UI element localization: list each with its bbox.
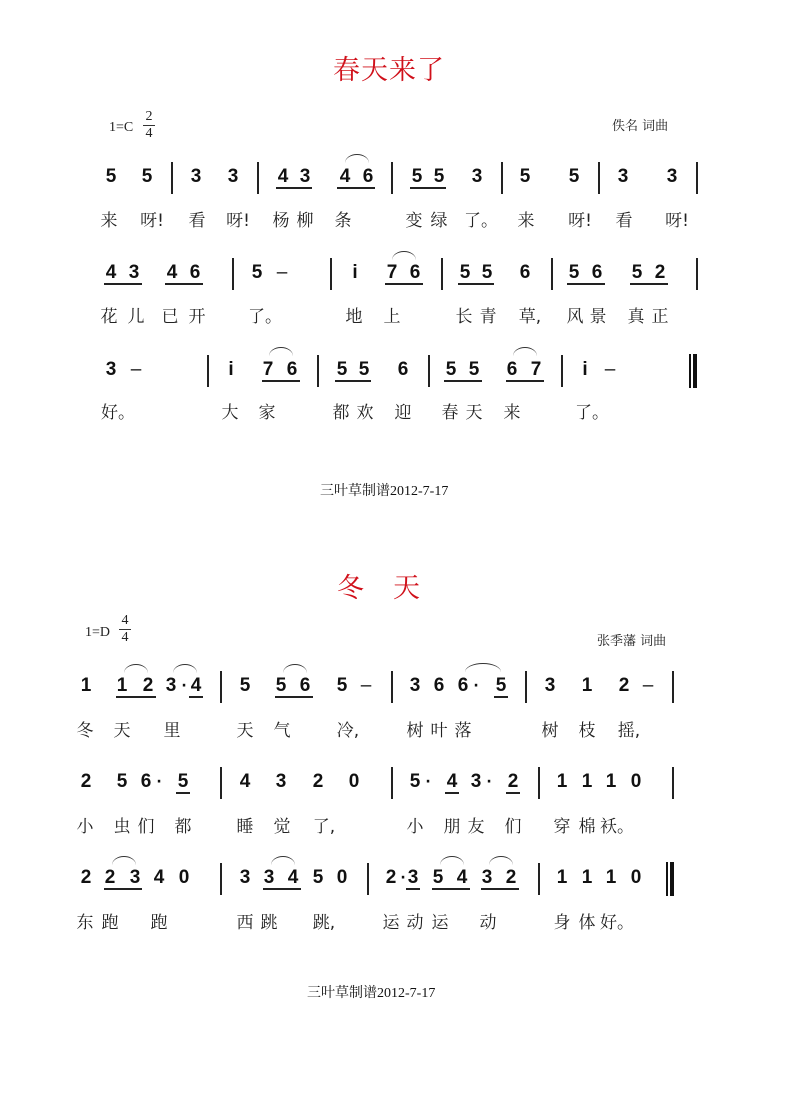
lyric: 袄。 bbox=[600, 817, 634, 837]
lyric: 运 bbox=[382, 913, 400, 933]
note: 3 bbox=[666, 166, 678, 187]
note: 3 bbox=[471, 166, 483, 187]
barline bbox=[220, 671, 222, 703]
note: 6 bbox=[433, 675, 445, 696]
song1-title: 春天来了 bbox=[333, 55, 445, 86]
note: 5 bbox=[358, 359, 370, 380]
note: 2 bbox=[80, 771, 92, 792]
note: 4 bbox=[105, 262, 117, 283]
underline bbox=[335, 380, 371, 382]
underline bbox=[458, 283, 494, 285]
lyric: 来 bbox=[100, 211, 118, 231]
note: 4 bbox=[287, 867, 299, 888]
tie-arc bbox=[345, 154, 369, 163]
lyric: 地 bbox=[345, 307, 363, 327]
note: 1 bbox=[605, 771, 617, 792]
song2-title: 冬 天 bbox=[337, 573, 421, 604]
lyric: 正 bbox=[651, 307, 669, 327]
note: 2 bbox=[385, 867, 397, 888]
note: 5 bbox=[105, 166, 117, 187]
note: 5 bbox=[239, 675, 251, 696]
lyric: 已 bbox=[161, 307, 179, 327]
barline bbox=[441, 258, 443, 290]
lyric: 来 bbox=[503, 403, 521, 423]
note: 6 bbox=[506, 359, 518, 380]
lyric: 小 bbox=[406, 817, 424, 837]
barline bbox=[561, 355, 563, 387]
note: 6 bbox=[519, 262, 531, 283]
lyric: 开 bbox=[188, 307, 206, 327]
lyric: 虫 bbox=[113, 817, 131, 837]
barline bbox=[551, 258, 553, 290]
note: 1 bbox=[581, 867, 593, 888]
note: 4 bbox=[446, 771, 458, 792]
note: 0 bbox=[630, 771, 642, 792]
note: 3 bbox=[407, 867, 419, 888]
note: 6 bbox=[591, 262, 603, 283]
lyric: 景 bbox=[589, 307, 607, 327]
underline bbox=[432, 888, 470, 890]
tie-arc bbox=[440, 856, 464, 865]
lyric: 们 bbox=[137, 817, 155, 837]
note: 6 bbox=[189, 262, 201, 283]
note: 3 bbox=[129, 867, 141, 888]
note: i bbox=[228, 359, 234, 380]
note: 3 bbox=[227, 166, 239, 187]
lyric: 长 bbox=[455, 307, 473, 327]
lyric: 睡 bbox=[236, 817, 254, 837]
note: 2 bbox=[507, 771, 519, 792]
note: 3 bbox=[275, 771, 287, 792]
barline bbox=[696, 162, 698, 194]
lyric: 春 bbox=[441, 403, 459, 423]
note: 3 bbox=[239, 867, 251, 888]
note: 5 bbox=[409, 771, 421, 792]
lyric: 草, bbox=[518, 307, 542, 327]
dot: · bbox=[473, 678, 479, 694]
note: – bbox=[604, 359, 616, 380]
song1-author: 佚名 词曲 bbox=[612, 119, 669, 134]
underline bbox=[275, 696, 313, 698]
note: 5 bbox=[631, 262, 643, 283]
lyric: 身 bbox=[553, 913, 571, 933]
lyric: 绿 bbox=[430, 211, 448, 231]
note: 3 bbox=[470, 771, 482, 792]
dot: · bbox=[400, 870, 406, 886]
tie-arc bbox=[173, 664, 197, 673]
barline bbox=[538, 767, 540, 799]
lyric: 了。 bbox=[464, 211, 498, 231]
tie-arc bbox=[392, 251, 416, 260]
lyric: 儿 bbox=[127, 307, 145, 327]
lyric: 西 bbox=[236, 913, 254, 933]
time-bottom: 4 bbox=[145, 126, 153, 141]
lyric: 们 bbox=[504, 817, 522, 837]
lyric: 了。 bbox=[248, 307, 282, 327]
lyric: 动 bbox=[406, 913, 424, 933]
barline bbox=[257, 162, 259, 194]
lyric: 大 bbox=[221, 403, 239, 423]
tie-arc bbox=[124, 664, 148, 673]
barline bbox=[330, 258, 332, 290]
underline bbox=[116, 696, 156, 698]
barline bbox=[501, 162, 503, 194]
lyric: 家 bbox=[258, 403, 276, 423]
note: 0 bbox=[348, 771, 360, 792]
barline bbox=[220, 767, 222, 799]
note: 7 bbox=[386, 262, 398, 283]
barline bbox=[391, 671, 393, 703]
lyric: 呀! bbox=[568, 211, 592, 231]
note: 1 bbox=[556, 771, 568, 792]
underline bbox=[444, 380, 482, 382]
lyric: 落 bbox=[454, 721, 472, 741]
underline bbox=[506, 792, 520, 794]
tie-arc bbox=[112, 856, 136, 865]
note: 2 bbox=[654, 262, 666, 283]
note: 4 bbox=[166, 262, 178, 283]
lyric: 跳 bbox=[260, 913, 278, 933]
underline bbox=[445, 792, 459, 794]
underline bbox=[406, 888, 420, 890]
note: 0 bbox=[336, 867, 348, 888]
lyric: 树 bbox=[541, 721, 559, 741]
note: 0 bbox=[630, 867, 642, 888]
lyric: 上 bbox=[383, 307, 401, 327]
note: 3 bbox=[105, 359, 117, 380]
note: 5 bbox=[177, 771, 189, 792]
dot: · bbox=[425, 774, 431, 790]
time-top: 2 bbox=[145, 109, 153, 124]
song1-time-signature bbox=[143, 110, 155, 141]
note: 5 bbox=[116, 771, 128, 792]
underline bbox=[276, 187, 312, 189]
song2-time-signature bbox=[119, 614, 131, 645]
lyric: 变 bbox=[405, 211, 423, 231]
note: 5 bbox=[336, 675, 348, 696]
final-barline-thick bbox=[670, 862, 674, 896]
lyric: 叶 bbox=[430, 721, 448, 741]
lyric: 呀! bbox=[140, 211, 164, 231]
note: 6 bbox=[409, 262, 421, 283]
lyric: 杨 bbox=[272, 211, 290, 231]
dot: · bbox=[181, 678, 187, 694]
note: i bbox=[582, 359, 588, 380]
note: 2 bbox=[505, 867, 517, 888]
lyric: 朋 bbox=[443, 817, 461, 837]
time-bottom: 4 bbox=[121, 630, 129, 645]
lyric: 呀! bbox=[665, 211, 689, 231]
lyric: 天 bbox=[236, 721, 254, 741]
underline bbox=[385, 283, 423, 285]
lyric: 青 bbox=[479, 307, 497, 327]
note: 5 bbox=[141, 166, 153, 187]
lyric: 体 bbox=[578, 913, 596, 933]
note: 5 bbox=[411, 166, 423, 187]
lyric: 跳, bbox=[312, 913, 336, 933]
lyric: 运 bbox=[431, 913, 449, 933]
song2-footer: 三叶草制谱2012-7-17 bbox=[307, 986, 436, 1001]
tie-arc bbox=[283, 664, 307, 673]
barline bbox=[207, 355, 209, 387]
lyric: 条 bbox=[334, 211, 352, 231]
lyric: 树 bbox=[406, 721, 424, 741]
note: 1 bbox=[581, 675, 593, 696]
note: 3 bbox=[190, 166, 202, 187]
tie-arc bbox=[513, 347, 537, 356]
underline bbox=[176, 792, 190, 794]
barline bbox=[538, 863, 540, 895]
note: 2 bbox=[142, 675, 154, 696]
underline bbox=[165, 283, 203, 285]
barline bbox=[672, 767, 674, 799]
tie-arc bbox=[269, 347, 293, 356]
note: 3 bbox=[409, 675, 421, 696]
lyric: 都 bbox=[332, 403, 350, 423]
lyric: 好。 bbox=[600, 913, 634, 933]
note: 5 bbox=[459, 262, 471, 283]
final-barline-thin bbox=[689, 354, 691, 388]
underline bbox=[630, 283, 668, 285]
note: 6 bbox=[362, 166, 374, 187]
barline bbox=[391, 767, 393, 799]
note: 4 bbox=[153, 867, 165, 888]
song1-footer: 三叶草制谱2012-7-17 bbox=[320, 484, 449, 499]
lyric: 冬 bbox=[76, 721, 94, 741]
song1-key: 1=C bbox=[109, 120, 134, 135]
lyric: 看 bbox=[188, 211, 206, 231]
tie-arc bbox=[271, 856, 295, 865]
note: 7 bbox=[262, 359, 274, 380]
note: 5 bbox=[275, 675, 287, 696]
note: 4 bbox=[239, 771, 251, 792]
lyric: 穿 bbox=[553, 817, 571, 837]
note: 3 bbox=[299, 166, 311, 187]
lyric: 友 bbox=[467, 817, 485, 837]
lyric: 了。 bbox=[575, 403, 609, 423]
lyric: 棉 bbox=[578, 817, 596, 837]
note: – bbox=[130, 359, 142, 380]
note: 6 bbox=[397, 359, 409, 380]
barline bbox=[525, 671, 527, 703]
note: 5 bbox=[519, 166, 531, 187]
lyric: 东 bbox=[76, 913, 94, 933]
lyric: 看 bbox=[615, 211, 633, 231]
note: 1 bbox=[80, 675, 92, 696]
note: 5 bbox=[445, 359, 457, 380]
underline bbox=[189, 696, 203, 698]
tie-arc bbox=[465, 663, 501, 672]
note: 3 bbox=[263, 867, 275, 888]
lyric: 气 bbox=[273, 721, 291, 741]
barline bbox=[696, 258, 698, 290]
note: 1 bbox=[556, 867, 568, 888]
lyric: 觉 bbox=[273, 817, 291, 837]
note: 4 bbox=[456, 867, 468, 888]
underline bbox=[494, 696, 508, 698]
note: 1 bbox=[581, 771, 593, 792]
note: 5 bbox=[251, 262, 263, 283]
dot: · bbox=[486, 774, 492, 790]
dot: · bbox=[156, 774, 162, 790]
lyric: 跑 bbox=[150, 913, 168, 933]
underline bbox=[567, 283, 605, 285]
lyric: 迎 bbox=[394, 403, 412, 423]
barline bbox=[598, 162, 600, 194]
lyric: 好。 bbox=[101, 403, 135, 423]
note: – bbox=[276, 262, 288, 283]
note: 3 bbox=[544, 675, 556, 696]
underline bbox=[481, 888, 519, 890]
lyric: 都 bbox=[174, 817, 192, 837]
barline bbox=[428, 355, 430, 387]
note: 5 bbox=[481, 262, 493, 283]
note: 5 bbox=[312, 867, 324, 888]
note: 5 bbox=[568, 262, 580, 283]
time-top: 4 bbox=[121, 613, 129, 628]
lyric: 来 bbox=[517, 211, 535, 231]
lyric: 天 bbox=[113, 721, 131, 741]
underline bbox=[506, 380, 544, 382]
lyric: 呀! bbox=[226, 211, 250, 231]
underline bbox=[104, 888, 142, 890]
underline bbox=[410, 187, 446, 189]
lyric: 里 bbox=[163, 721, 181, 741]
lyric: 了, bbox=[312, 817, 336, 837]
note: 7 bbox=[530, 359, 542, 380]
song2-key: 1=D bbox=[85, 625, 111, 640]
barline bbox=[367, 863, 369, 895]
lyric: 小 bbox=[76, 817, 94, 837]
tie-arc bbox=[489, 856, 513, 865]
lyric: 花 bbox=[100, 307, 118, 327]
underline bbox=[262, 380, 300, 382]
barline bbox=[220, 863, 222, 895]
note: 2 bbox=[80, 867, 92, 888]
final-barline-thick bbox=[693, 354, 697, 388]
final-barline-thin bbox=[666, 862, 668, 896]
lyric: 跑 bbox=[101, 913, 119, 933]
lyric: 动 bbox=[479, 913, 497, 933]
note: 5 bbox=[433, 166, 445, 187]
note: 5 bbox=[468, 359, 480, 380]
lyric: 欢 bbox=[356, 403, 374, 423]
note: – bbox=[360, 675, 372, 696]
note: 0 bbox=[178, 867, 190, 888]
note: 4 bbox=[190, 675, 202, 696]
note: 6 bbox=[140, 771, 152, 792]
note: 6 bbox=[286, 359, 298, 380]
note: – bbox=[642, 675, 654, 696]
note: 2 bbox=[312, 771, 324, 792]
note: 2 bbox=[104, 867, 116, 888]
lyric: 摇, bbox=[617, 721, 641, 741]
lyric: 风 bbox=[566, 307, 584, 327]
lyric: 天 bbox=[465, 403, 483, 423]
note: 6 bbox=[457, 675, 469, 696]
note: 1 bbox=[605, 867, 617, 888]
note: 1 bbox=[116, 675, 128, 696]
note: i bbox=[352, 262, 358, 283]
lyric: 柳 bbox=[296, 211, 314, 231]
note: 5 bbox=[432, 867, 444, 888]
note: 4 bbox=[339, 166, 351, 187]
barline bbox=[171, 162, 173, 194]
barline bbox=[232, 258, 234, 290]
note: 3 bbox=[481, 867, 493, 888]
underline bbox=[337, 187, 375, 189]
song2-author: 张季藩 词曲 bbox=[597, 634, 667, 649]
note: 2 bbox=[618, 675, 630, 696]
underline bbox=[104, 283, 142, 285]
note: 6 bbox=[299, 675, 311, 696]
note: 3 bbox=[165, 675, 177, 696]
note: 5 bbox=[495, 675, 507, 696]
note: 3 bbox=[617, 166, 629, 187]
barline bbox=[391, 162, 393, 194]
underline bbox=[263, 888, 301, 890]
note: 3 bbox=[128, 262, 140, 283]
lyric: 真 bbox=[627, 307, 645, 327]
note: 5 bbox=[568, 166, 580, 187]
note: 5 bbox=[336, 359, 348, 380]
barline bbox=[317, 355, 319, 387]
barline bbox=[672, 671, 674, 703]
lyric: 冷, bbox=[336, 721, 360, 741]
lyric: 枝 bbox=[578, 721, 596, 741]
note: 4 bbox=[277, 166, 289, 187]
